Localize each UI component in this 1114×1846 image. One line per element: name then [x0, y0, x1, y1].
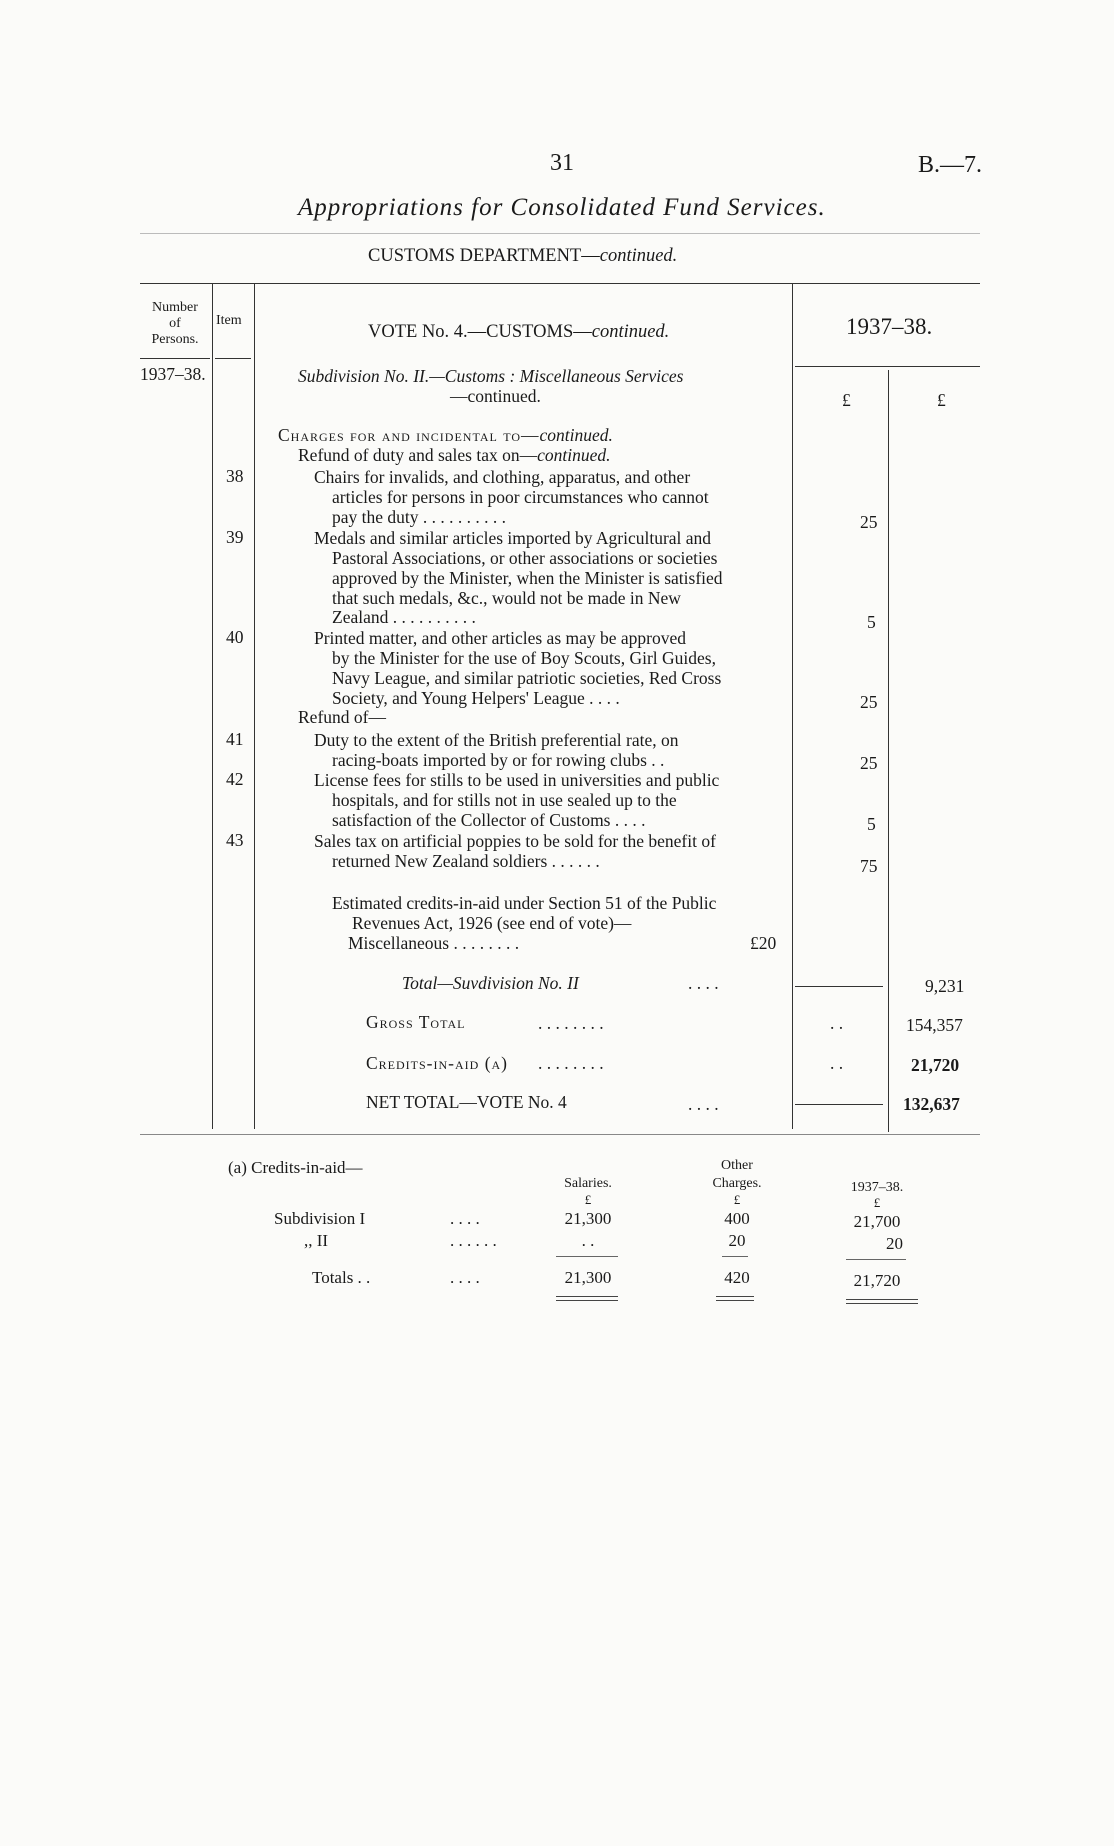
subdivision-title-cont: —continued.	[450, 386, 541, 406]
footnote-year-pound: £	[873, 1195, 881, 1210]
footnote-totals-other: 420	[724, 1268, 750, 1287]
footnote-row-other: 20	[728, 1231, 746, 1250]
gross-total-value: 154,357	[906, 1015, 963, 1035]
credits-in-aid-dots: . . . . . . . .	[538, 1053, 604, 1073]
footnote-label	[228, 1158, 363, 1178]
item-38-amount: 25	[860, 512, 878, 532]
footnote-salaries-pound: £	[584, 1192, 592, 1207]
pound-sign-col2: £	[937, 390, 946, 410]
charges-heading-text: Charges for and incidental to—	[278, 425, 540, 445]
credits-in-aid-mid-dots: . .	[830, 1053, 844, 1073]
net-total-label: NET TOTAL—VOTE No. 4	[366, 1092, 567, 1112]
item-41-line2: racing-boats imported by or for rowing clubs . .	[332, 750, 665, 770]
item-38-line1: Chairs for invalids, and clothing, apparatus, and other	[314, 467, 691, 487]
table-top-rule	[140, 283, 980, 284]
item-column-line	[254, 283, 255, 1129]
footnote-label-text: (a) Credits-in-aid—	[228, 1158, 363, 1177]
department-title-cont: continued.	[599, 246, 678, 266]
gross-total-mid-dots: . .	[830, 1013, 844, 1033]
footnote-totals-name: Totals . .	[312, 1268, 371, 1287]
vote-title-text: VOTE No. 4.—CUSTOMS—	[368, 322, 592, 342]
item-number-39: 39	[226, 527, 244, 547]
footnote-totals-year: 21,720	[853, 1271, 901, 1290]
footnote-year-double-rule	[846, 1299, 918, 1304]
subdivision-total-dots: . . . .	[688, 973, 719, 993]
item-39-line5: Zealand . . . . . . . . . .	[332, 607, 476, 627]
subdivision-total-rule	[795, 986, 883, 987]
item-42-line3: satisfaction of the Collector of Customs . . . .	[332, 810, 646, 830]
footnote-totals-salaries: 21,300	[564, 1268, 612, 1287]
footnote-other-rule	[722, 1256, 748, 1257]
item-40-line4: Society, and Young Helpers' League . . . .	[332, 688, 620, 708]
credits-note-line2: Revenues Act, 1926 (see end of vote)—	[352, 913, 632, 933]
footnote-salaries-header: Salaries.	[564, 1176, 612, 1191]
item-number-38: 38	[226, 466, 244, 486]
footnote-other-header-1: Other	[721, 1158, 753, 1173]
table-bottom-rule	[140, 1134, 980, 1135]
department-title	[368, 246, 677, 267]
net-total-dots: . . . .	[688, 1094, 719, 1114]
item-42-amount: 5	[867, 814, 876, 834]
persons-year: 1937–38.	[140, 364, 206, 384]
number-of-persons-header	[140, 300, 210, 348]
footnote-year-header: 1937–38.	[850, 1180, 904, 1195]
footnote-other-pound: £	[733, 1192, 741, 1207]
footnote-row-name: Subdivision I	[274, 1209, 366, 1228]
item-40-amount: 25	[860, 692, 878, 712]
page-number: 31	[550, 150, 574, 176]
footnote-row-dots: . . . . . .	[450, 1231, 497, 1250]
charges-heading-cont: continued.	[539, 425, 613, 445]
footnote-row-dots: . . . .	[450, 1209, 480, 1228]
item-43-amount: 75	[860, 856, 878, 876]
item-43-line2: returned New Zealand soldiers . . . . . .	[332, 851, 600, 871]
refund-of-heading: Refund of—	[298, 707, 386, 727]
item-41-amount: 25	[860, 753, 878, 773]
subdivision-total-label: Total—Suvdivision No. II	[402, 973, 579, 993]
credits-note-line1: Estimated credits-in-aid under Section 51 of the Public	[332, 893, 717, 913]
department-title-text: CUSTOMS DEPARTMENT—	[368, 246, 600, 266]
persons-header-rule	[140, 358, 210, 359]
persons-header-line2: of	[169, 316, 181, 331]
header-rule	[140, 233, 980, 234]
refund-heading	[298, 445, 611, 466]
item-39-line1: Medals and similar articles imported by Agricultural and	[314, 528, 712, 548]
item-header: Item	[216, 313, 242, 328]
item-42-line2: hospitals, and for stills not in use sealed up to the	[332, 790, 677, 810]
subdivision-total-value: 9,231	[925, 976, 965, 996]
item-number-41: 41	[226, 729, 244, 749]
item-42-line1: License fees for stills to be used in universities and public	[314, 770, 720, 790]
item-39-line2: Pastoral Associations, or other associations or societies	[332, 548, 718, 568]
document-reference: B.—7.	[918, 152, 983, 178]
footnote-row-year: 20	[886, 1234, 903, 1253]
item-number-43: 43	[226, 830, 244, 850]
footnote-salaries-rule	[556, 1256, 618, 1257]
credits-in-aid-value: 21,720	[911, 1055, 960, 1075]
pound-sign-col1: £	[842, 390, 851, 410]
item-41-line1: Duty to the extent of the British preferential rate, on	[314, 730, 679, 750]
item-40-line2: by the Minister for the use of Boy Scouts, Girl Guides,	[332, 648, 716, 668]
item-39-line4: that such medals, &c., would not be made in New	[332, 588, 681, 608]
net-total-value: 132,637	[903, 1094, 960, 1114]
credits-in-aid-label-text: Credits-in-aid (a)	[366, 1053, 509, 1073]
net-total-rule	[795, 1104, 883, 1105]
item-38-line3: pay the duty . . . . . . . . . .	[332, 507, 507, 527]
footnote-other-double-rule	[716, 1296, 754, 1301]
persons-header-line1: Number	[152, 300, 198, 315]
item-40-line1: Printed matter, and other articles as may be approved	[314, 628, 687, 648]
footnote-totals-dots: . . . .	[450, 1268, 480, 1287]
item-38-line2: articles for persons in poor circumstances who cannot	[332, 487, 709, 507]
description-column-line	[792, 283, 793, 1129]
charges-heading	[278, 425, 613, 446]
persons-column-line	[212, 283, 213, 1129]
refund-heading-cont: continued.	[537, 445, 611, 465]
vote-title	[368, 322, 669, 343]
credits-note-amount: £20	[750, 933, 777, 953]
refund-heading-text: Refund of duty and sales tax on—	[298, 445, 538, 465]
item-43-line1: Sales tax on artificial poppies to be sold for the benefit of	[314, 831, 716, 851]
footnote-other-header-2: Charges.	[712, 1176, 762, 1191]
item-number-42: 42	[226, 769, 244, 789]
footnote-row-salaries: . .	[581, 1231, 595, 1250]
year-heading: 1937–38.	[846, 314, 933, 339]
subdivision-title: Subdivision No. II.—Customs : Miscellaneous Services	[298, 366, 684, 386]
item-39-amount: 5	[867, 612, 876, 632]
item-39-line3: approved by the Minister, when the Minister is satisfied	[332, 568, 723, 588]
credits-in-aid-label	[366, 1053, 508, 1074]
persons-header-line3: Persons.	[151, 332, 199, 347]
item-header-rule	[215, 358, 251, 359]
amount-column-line	[888, 370, 889, 1132]
running-title: Appropriations for Consolidated Fund Services.	[298, 194, 826, 221]
footnote-row-other: 400	[724, 1209, 750, 1228]
footnote-year-rule	[846, 1259, 906, 1260]
item-number-40: 40	[226, 627, 244, 647]
vote-title-cont: continued.	[591, 322, 670, 342]
amount-header-rule	[795, 366, 980, 367]
item-40-line3: Navy League, and similar patriotic societies, Red Cross	[332, 668, 722, 688]
footnote-salaries-double-rule	[556, 1296, 618, 1301]
credits-note-line3: Miscellaneous . . . . . . . .	[348, 933, 520, 953]
gross-total-label: Gross Total	[366, 1012, 466, 1032]
footnote-row-year: 21,700	[853, 1212, 901, 1231]
gross-total-dots: . . . . . . . .	[538, 1013, 604, 1033]
footnote-row-salaries: 21,300	[564, 1209, 612, 1228]
footnote-row-name: ,, II	[304, 1231, 329, 1250]
